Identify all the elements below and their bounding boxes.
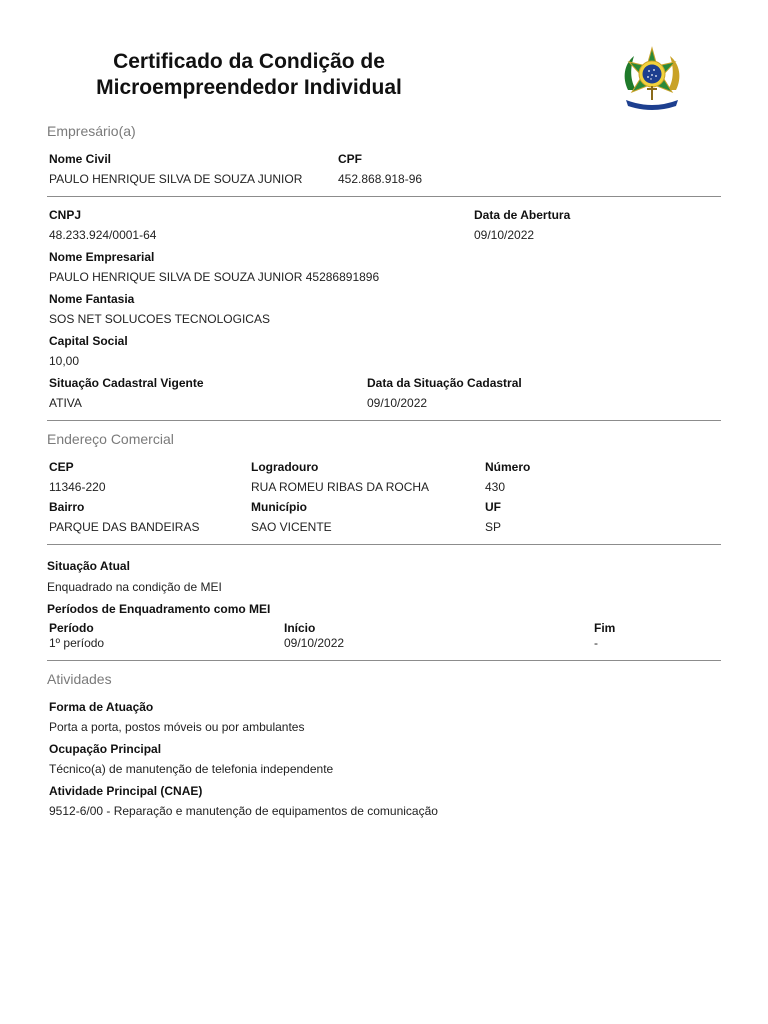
numero-label: Número	[485, 460, 531, 474]
atividade-principal-value: 9512-6/00 - Reparação e manutenção de equipamentos de comunicação	[49, 804, 438, 818]
capital-social-value: 10,00	[49, 354, 80, 368]
periodo-column-header: Período	[49, 621, 94, 635]
data-situacao-label: Data da Situação Cadastral	[367, 376, 522, 390]
nome-fantasia-value: SOS NET SOLUCOES TECNOLOGICAS	[49, 312, 270, 326]
data-situacao-value: 09/10/2022	[367, 396, 428, 410]
section-title-atividades: Atividades	[47, 671, 112, 687]
capital-social-label: Capital Social	[49, 334, 128, 348]
situacao-atual-value: Enquadrado na condição de MEI	[47, 580, 222, 594]
certificate-title-line2: Microempreendedor Individual	[96, 76, 402, 99]
situacao-atual-label: Situação Atual	[47, 559, 130, 573]
cpf-label: CPF	[338, 152, 362, 166]
ocupacao-principal-label: Ocupação Principal	[49, 742, 162, 756]
cpf-value: 452.868.918-96	[338, 172, 423, 186]
forma-atuacao-label: Forma de Atuação	[49, 700, 154, 714]
bairro-value: PARQUE DAS BANDEIRAS	[49, 520, 200, 534]
nome-empresarial-value: PAULO HENRIQUE SILVA DE SOUZA JUNIOR 45286891896	[49, 270, 380, 284]
inicio-column-header: Início	[284, 621, 316, 635]
uf-label: UF	[485, 500, 501, 514]
fim-column-header: Fim	[594, 621, 616, 635]
divider	[47, 196, 721, 197]
atividade-principal-label: Atividade Principal (CNAE)	[49, 784, 203, 798]
municipio-label: Município	[251, 500, 307, 514]
cep-value: 11346-220	[49, 480, 106, 494]
section-title-empresario: Empresário(a)	[47, 123, 136, 139]
section-title-endereco: Endereço Comercial	[47, 431, 174, 447]
ocupacao-principal-value: Técnico(a) de manutenção de telefonia independente	[49, 762, 334, 776]
logradouro-label: Logradouro	[251, 460, 319, 474]
data-abertura-label: Data de Abertura	[474, 208, 571, 222]
inicio-cell: 09/10/2022	[284, 636, 345, 650]
nome-empresarial-label: Nome Empresarial	[49, 250, 155, 264]
cep-label: CEP	[49, 460, 74, 474]
bairro-label: Bairro	[49, 500, 85, 514]
nome-civil-label: Nome Civil	[49, 152, 112, 166]
municipio-value: SAO VICENTE	[251, 520, 332, 534]
uf-value: SP	[485, 520, 502, 534]
divider	[47, 420, 721, 421]
situacao-cadastral-value: ATIVA	[49, 396, 82, 410]
cnpj-label: CNPJ	[49, 208, 82, 222]
forma-atuacao-value: Porta a porta, postos móveis ou por ambulantes	[49, 720, 305, 734]
nome-fantasia-label: Nome Fantasia	[49, 292, 135, 306]
data-abertura-value: 09/10/2022	[474, 228, 535, 242]
divider	[47, 544, 721, 545]
fim-cell: -	[594, 636, 598, 650]
periodos-enquadramento-label: Períodos de Enquadramento como MEI	[47, 602, 271, 616]
nome-civil-value: PAULO HENRIQUE SILVA DE SOUZA JUNIOR	[49, 172, 303, 186]
certificate-title-line1: Certificado da Condição de	[113, 50, 385, 73]
cnpj-value: 48.233.924/0001-64	[49, 228, 157, 242]
divider	[47, 660, 721, 661]
numero-value: 430	[485, 480, 506, 494]
brazil-coat-of-arms-icon	[616, 44, 688, 116]
logradouro-value: RUA ROMEU RIBAS DA ROCHA	[251, 480, 430, 494]
situacao-cadastral-label: Situação Cadastral Vigente	[49, 376, 204, 390]
periodo-cell: 1º período	[49, 636, 105, 650]
